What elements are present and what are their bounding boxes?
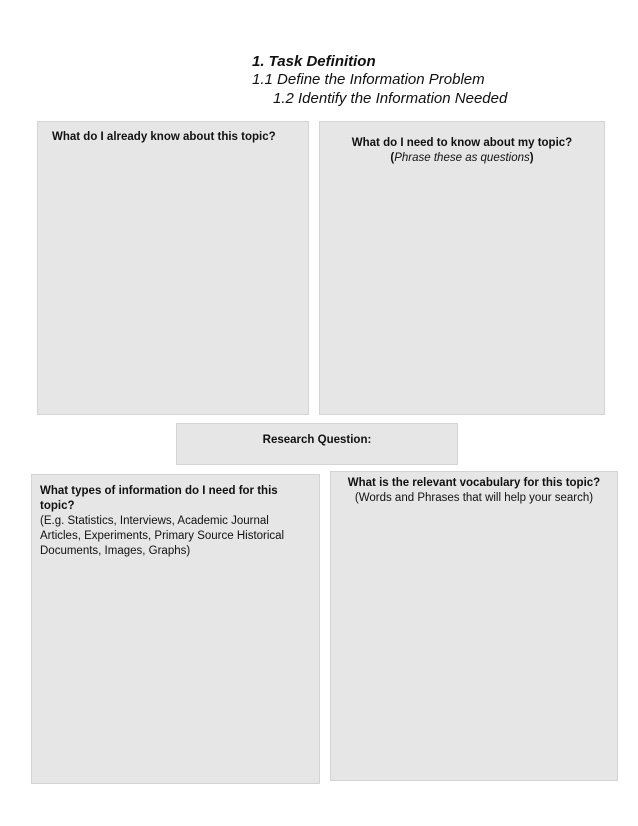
info-types-title: What types of information do I need for this topic?	[40, 485, 278, 512]
need-to-know-title: What do I need to know about my topic?	[351, 137, 573, 149]
already-know-title: What do I already know about this topic?	[52, 131, 276, 143]
vocabulary-box[interactable]	[330, 471, 618, 781]
research-question-title: Research Question:	[262, 434, 372, 446]
need-to-know-hint: (Phrase these as questions)	[390, 152, 534, 164]
need-to-know-box[interactable]	[319, 121, 605, 415]
research-question-box[interactable]	[176, 423, 458, 465]
vocabulary-title: What is the relevant vocabulary for this topic?	[347, 477, 601, 489]
info-types-box[interactable]	[31, 474, 320, 784]
vocabulary-hint: (Words and Phrases that will help your search)	[354, 492, 594, 504]
define-problem-heading: 1.1 Define the Information Problem	[252, 71, 485, 88]
already-know-box[interactable]	[37, 121, 309, 415]
identify-info-heading: 1.2 Identify the Information Needed	[273, 90, 508, 107]
task-definition-heading: 1. Task Definition	[252, 53, 376, 70]
info-types-examples: (E.g. Statistics, Interviews, Academic Journal Articles, Experiments, Primary Source Historical Documents, Images, Graphs)	[40, 515, 285, 557]
